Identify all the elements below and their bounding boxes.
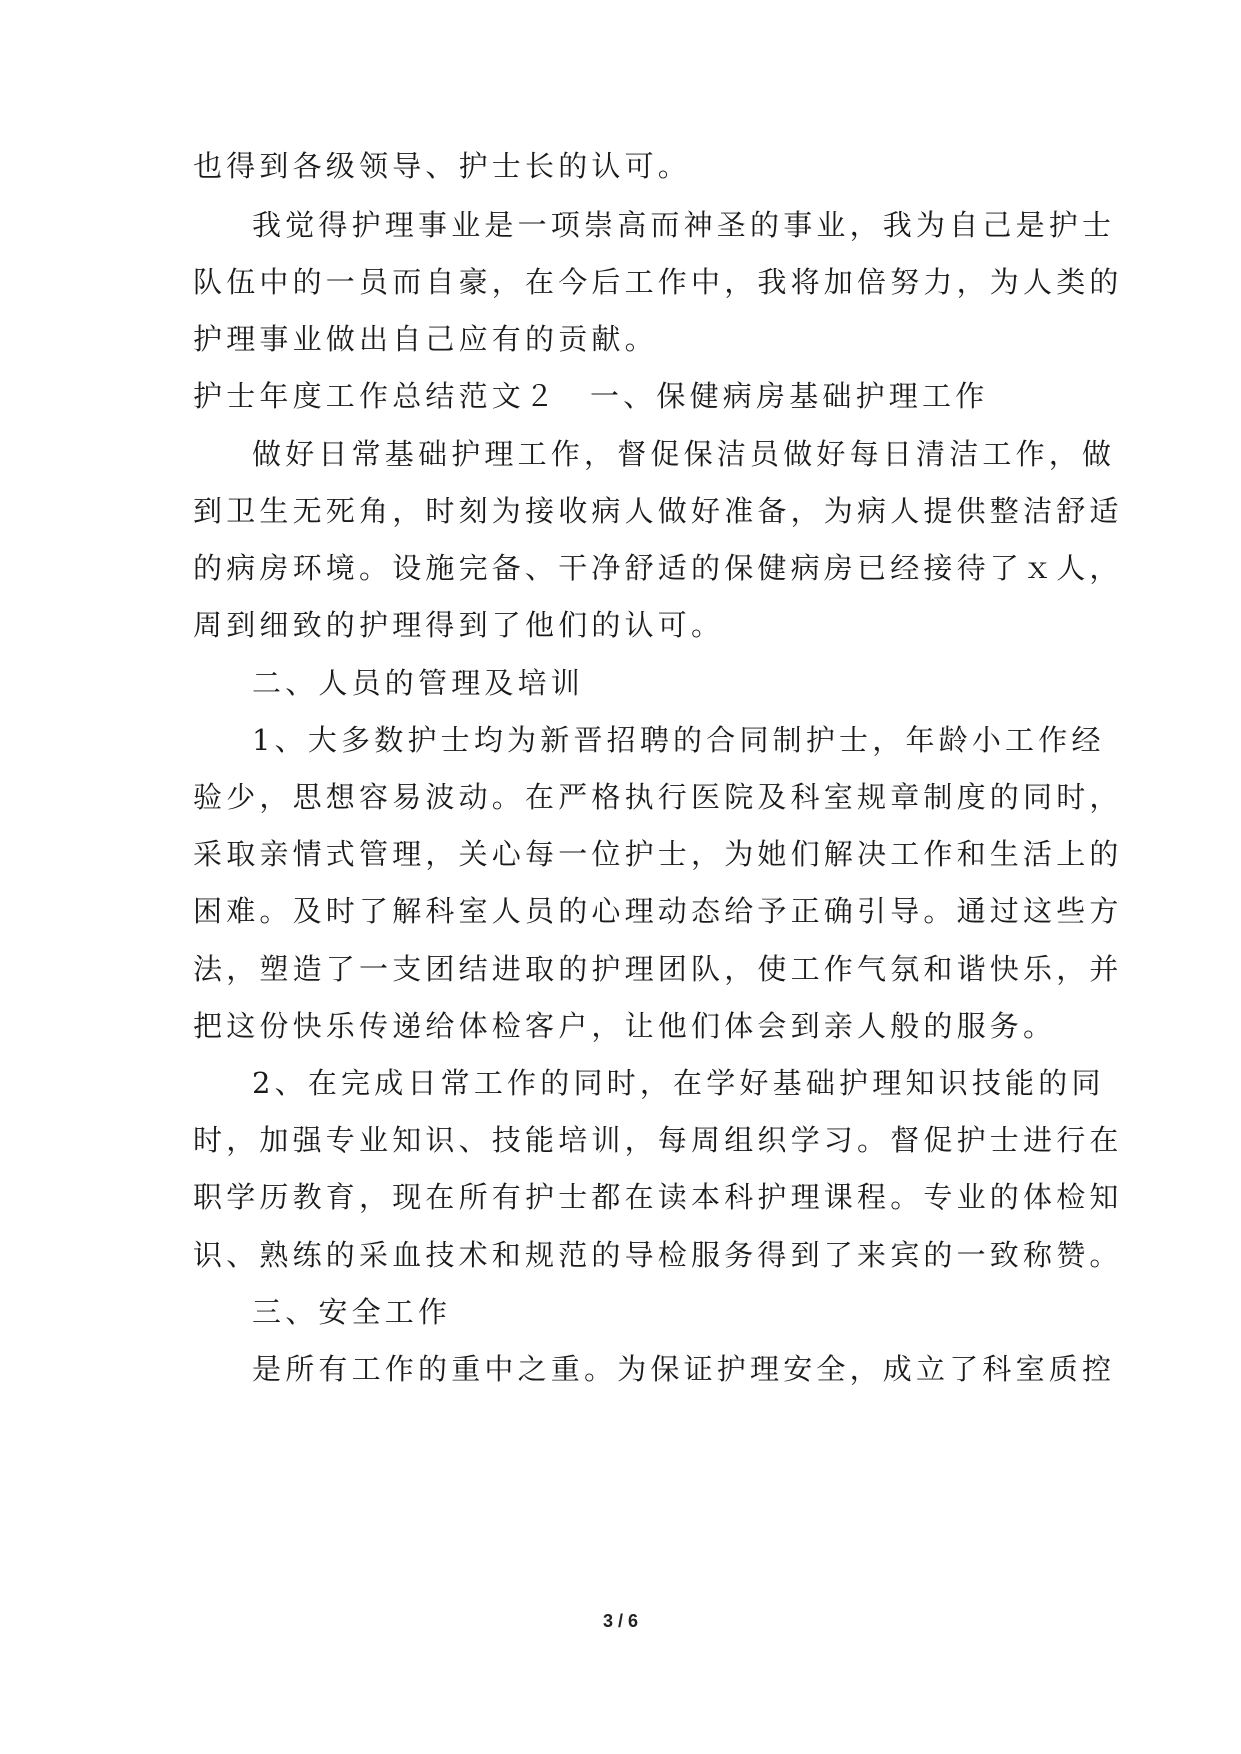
paragraph-line: 我觉得护理事业是一项崇高而神圣的事业，我为自己是护士 (252, 208, 1116, 242)
paragraph-line: 时，加强专业知识、技能培训，每周组织学习。督促护士进行在 (193, 1123, 1123, 1157)
paragraph-line: 2、在完成日常工作的同时，在学好基础护理知识技能的同 (252, 1066, 1105, 1100)
paragraph-line: 也得到各级领导、护士长的认可。 (193, 149, 692, 183)
paragraph-line: 识、熟练的采血技术和规范的导检服务得到了来宾的一致称赞。 (193, 1238, 1123, 1272)
paragraph-line: 把这份快乐传递给体检客户，让他们体会到亲人般的服务。 (193, 1009, 1057, 1043)
paragraph-line: 验少，思想容易波动。在严格执行医院及科室规章制度的同时， (193, 780, 1123, 814)
paragraph-line: 采取亲情式管理，关心每一位护士，为她们解决工作和生活上的 (193, 837, 1123, 871)
paragraph-line: 队伍中的一员而自豪，在今后工作中，我将加倍努力，为人类的 (193, 265, 1123, 299)
paragraph-line: 到卫生无死角，时刻为接收病人做好准备，为病人提供整洁舒适 (193, 494, 1123, 528)
section-heading: 一、保健病房基础护理工作 (590, 379, 989, 413)
paragraph-line: 困难。及时了解科室人员的心理动态给予正确引导。通过这些方 (193, 894, 1123, 928)
paragraph-line: 护理事业做出自己应有的贡献。 (193, 322, 658, 356)
paragraph-line: 周到细致的护理得到了他们的认可。 (193, 608, 725, 642)
paragraph-line: 是所有工作的重中之重。为保证护理安全，成立了科室质控 (252, 1352, 1116, 1386)
page-number: 3 / 6 (602, 1611, 639, 1631)
section-heading: 三、安全工作 (252, 1295, 452, 1329)
paragraph-line: 1、大多数护士均为新晋招聘的合同制护士，年龄小工作经 (252, 723, 1105, 757)
section-heading: 二、人员的管理及培训 (252, 666, 585, 700)
paragraph-line: 职学历教育，现在所有护士都在读本科护理课程。专业的体检知 (193, 1180, 1123, 1214)
document-section-title: 护士年度工作总结范文２ (193, 379, 559, 413)
paragraph-line: 法，塑造了一支团结进取的护理团队，使工作气氛和谐快乐，并 (193, 952, 1123, 986)
paragraph-line: 做好日常基础护理工作，督促保洁员做好每日清洁工作，做 (252, 437, 1116, 471)
paragraph-line: 的病房环境。设施完备、干净舒适的保健病房已经接待了ｘ人， (193, 551, 1123, 585)
